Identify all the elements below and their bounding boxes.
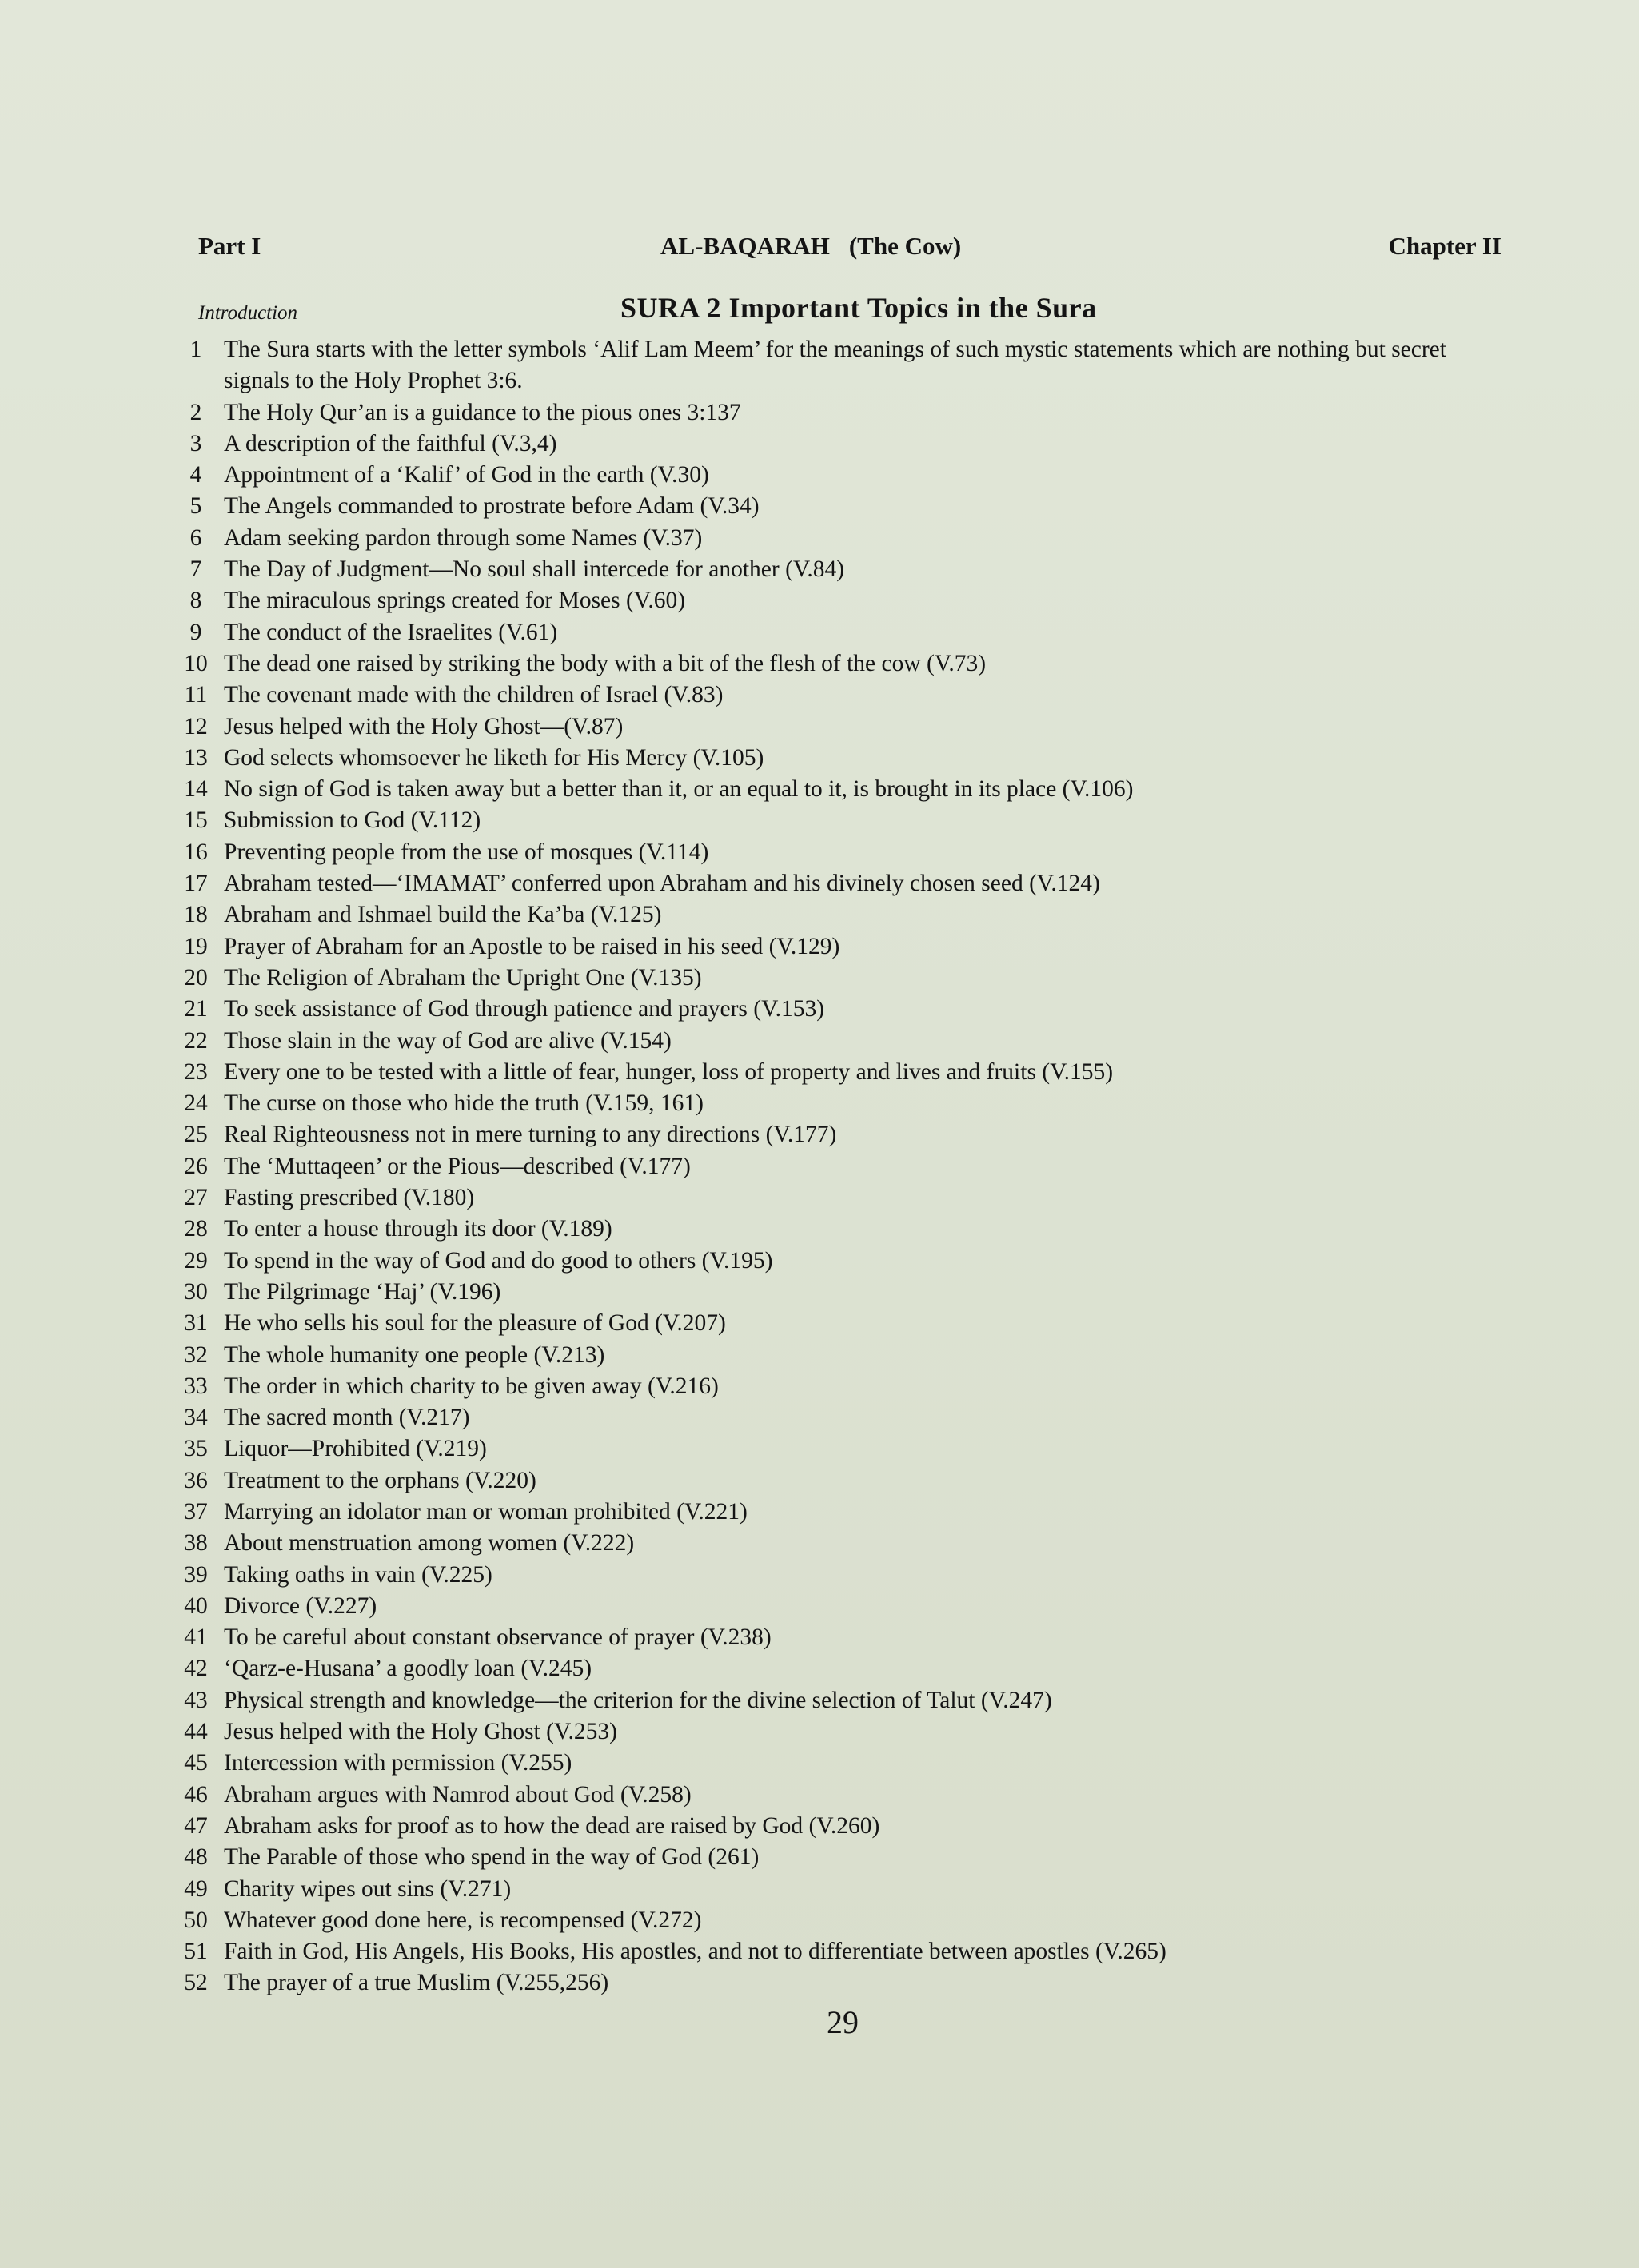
topic-number: 21 xyxy=(184,996,208,1022)
topic-item xyxy=(168,1214,1511,1245)
topic-number: 48 xyxy=(184,1844,208,1871)
topic-item xyxy=(168,1119,1511,1150)
topic-text: Submission to God (V.112) xyxy=(224,807,481,834)
topic-number: 11 xyxy=(184,682,208,708)
topic-item xyxy=(168,1277,1511,1308)
topic-number: 9 xyxy=(189,619,202,645)
topic-item xyxy=(168,460,1511,491)
topic-number: 37 xyxy=(184,1498,208,1525)
topic-number: 13 xyxy=(184,744,208,771)
topic-text: No sign of God is taken away but a better than it, or an equal to it, is brought in its place (V.106) xyxy=(224,776,1134,803)
topic-item xyxy=(168,1151,1511,1182)
topic-text: Appointment of a ‘Kalif’ of God in the earth (V.30) xyxy=(224,462,709,488)
topic-number: 51 xyxy=(184,1939,208,1965)
topic-number: 33 xyxy=(184,1373,208,1399)
topic-text: The sacred month (V.217) xyxy=(224,1405,470,1431)
topic-item xyxy=(168,837,1511,868)
topic-item xyxy=(168,1402,1511,1433)
topic-item xyxy=(168,931,1511,963)
topic-item xyxy=(168,1653,1511,1684)
topic-number: 39 xyxy=(184,1561,208,1588)
topic-item xyxy=(168,1560,1511,1591)
topic-number: 14 xyxy=(184,776,208,803)
topic-number: 27 xyxy=(184,1185,208,1211)
topic-item xyxy=(168,1874,1511,1905)
topic-item xyxy=(168,1528,1511,1559)
topic-text: The Pilgrimage ‘Haj’ (V.196) xyxy=(224,1278,501,1305)
topic-item xyxy=(168,554,1511,585)
topic-text: The Holy Qur’an is a guidance to the pious ones 3:137 xyxy=(224,399,741,425)
topic-text: The ‘Muttaqeen’ or the Pious—described (V.177) xyxy=(224,1153,691,1179)
topic-item xyxy=(168,1246,1511,1277)
topic-text: God selects whomsoever he liketh for His Mercy (V.105) xyxy=(224,744,764,771)
topic-number: 35 xyxy=(184,1436,208,1462)
topic-text: To seek assistance of God through patience and prayers (V.153) xyxy=(224,996,825,1022)
topic-text: The prayer of a true Muslim (V.255,256) xyxy=(224,1970,609,1996)
topic-number: 42 xyxy=(184,1656,208,1682)
topic-item xyxy=(168,1465,1511,1497)
topics-list xyxy=(168,334,1511,1999)
topic-number: 24 xyxy=(184,1090,208,1117)
topic-number: 43 xyxy=(184,1687,208,1713)
topic-text: The Parable of those who spend in the way of God (261) xyxy=(224,1844,760,1871)
topic-text: Liquor—Prohibited (V.219) xyxy=(224,1436,487,1462)
topic-number: 46 xyxy=(184,1781,208,1808)
topic-text: The Sura starts with the letter symbols ‘Alif Lam Meem’ for the meanings of such mystic statements which are nothing but secret signals to the Holy Prophet 3:6. xyxy=(224,337,1446,394)
topic-item xyxy=(168,743,1511,774)
topic-number: 32 xyxy=(184,1341,208,1368)
topic-number: 30 xyxy=(184,1278,208,1305)
topic-item xyxy=(168,1591,1511,1622)
topic-item xyxy=(168,585,1511,616)
topic-item xyxy=(168,491,1511,522)
topic-text: Real Righteousness not in mere turning to any directions (V.177) xyxy=(224,1122,837,1148)
introduction-label: Introduction xyxy=(198,302,298,324)
topic-item xyxy=(168,1716,1511,1748)
topic-number: 19 xyxy=(184,933,208,959)
header-title-group xyxy=(660,232,961,261)
topic-text: About menstruation among women (V.222) xyxy=(224,1530,635,1557)
topic-item xyxy=(168,868,1511,899)
topic-text: Taking oaths in vain (V.225) xyxy=(224,1561,492,1588)
topic-item xyxy=(168,1371,1511,1402)
topic-text: Treatment to the orphans (V.220) xyxy=(224,1467,536,1493)
topic-number: 26 xyxy=(184,1153,208,1179)
topic-text: Divorce (V.227) xyxy=(224,1592,377,1619)
topic-number: 17 xyxy=(184,871,208,897)
topic-item xyxy=(168,1622,1511,1653)
topic-item xyxy=(168,1497,1511,1528)
topic-text: To enter a house through its door (V.189) xyxy=(224,1216,612,1242)
topic-number: 52 xyxy=(184,1970,208,1996)
topic-item xyxy=(168,1685,1511,1716)
topic-text: The dead one raised by striking the body with a bit of the flesh of the cow (V.73) xyxy=(224,650,987,676)
topic-number: 38 xyxy=(184,1530,208,1557)
topic-text: ‘Qarz-e-Husana’ a goodly loan (V.245) xyxy=(224,1656,592,1682)
section-title-row xyxy=(198,291,1501,326)
topic-text: The Angels commanded to prostrate before Adam (V.34) xyxy=(224,493,760,520)
topic-item xyxy=(168,648,1511,680)
topic-number: 47 xyxy=(184,1812,208,1839)
topic-number: 40 xyxy=(184,1592,208,1619)
topic-number: 44 xyxy=(184,1719,208,1745)
topic-number: 50 xyxy=(184,1907,208,1933)
topic-text: Charity wipes out sins (V.271) xyxy=(224,1875,512,1902)
topic-number: 45 xyxy=(184,1750,208,1776)
topic-text: Abraham and Ishmael build the Ka’ba (V.125) xyxy=(224,902,662,928)
topic-number: 29 xyxy=(184,1247,208,1274)
page-number: 29 xyxy=(827,2004,859,2040)
topic-number: 22 xyxy=(184,1027,208,1054)
topic-item xyxy=(168,711,1511,743)
topic-item xyxy=(168,1182,1511,1214)
topic-item xyxy=(168,1842,1511,1873)
topic-text: The miraculous springs created for Moses (V.60) xyxy=(224,588,686,614)
topic-number: 36 xyxy=(184,1467,208,1493)
topic-item xyxy=(168,1340,1511,1371)
topic-number: 1 xyxy=(189,337,202,362)
topic-text: The covenant made with the children of Israel (V.83) xyxy=(224,682,724,708)
topic-text: The whole humanity one people (V.213) xyxy=(224,1341,605,1368)
topic-text: Every one to be tested with a little of fear, hunger, loss of property and lives and fruits (V.155) xyxy=(224,1058,1114,1085)
topic-number: 34 xyxy=(184,1405,208,1431)
topic-item xyxy=(168,1057,1511,1088)
topic-item xyxy=(168,1308,1511,1339)
topic-text: Abraham asks for proof as to how the dead are raised by God (V.260) xyxy=(224,1812,880,1839)
topic-text: Fasting prescribed (V.180) xyxy=(224,1185,475,1211)
topic-item xyxy=(168,1967,1511,1999)
topic-item xyxy=(168,1936,1511,1967)
topic-text: The order in which charity to be given away (V.216) xyxy=(224,1373,719,1399)
topic-number: 18 xyxy=(184,902,208,928)
topic-number: 8 xyxy=(189,588,202,614)
running-header xyxy=(198,232,1501,264)
topic-item xyxy=(168,523,1511,554)
sura-name: AL-BAQARAH xyxy=(660,232,830,260)
topic-text: Preventing people from the use of mosques (V.114) xyxy=(224,839,709,865)
topic-text: Adam seeking pardon through some Names (V.37) xyxy=(224,524,703,551)
topic-text: Whatever good done here, is recompensed (V.272) xyxy=(224,1907,702,1933)
topic-text: Abraham argues with Namrod about God (V.258) xyxy=(224,1781,692,1808)
topic-text: Intercession with permission (V.255) xyxy=(224,1750,572,1776)
topic-text: Abraham tested—‘IMAMAT’ conferred upon Abraham and his divinely chosen seed (V.124) xyxy=(224,871,1100,897)
topic-item xyxy=(168,1026,1511,1057)
topic-item xyxy=(168,680,1511,711)
topic-number: 16 xyxy=(184,839,208,865)
topic-item xyxy=(168,1780,1511,1811)
topic-item xyxy=(168,805,1511,836)
topic-number: 3 xyxy=(189,430,202,456)
topic-number: 6 xyxy=(189,524,202,551)
topic-item xyxy=(168,1905,1511,1936)
topic-number: 23 xyxy=(184,1058,208,1085)
topic-text: To be careful about constant observance of prayer (V.238) xyxy=(224,1624,772,1651)
topic-item xyxy=(168,774,1511,805)
page-title: SURA 2 Important Topics in the Sura xyxy=(620,292,1097,324)
topic-number: 28 xyxy=(184,1216,208,1242)
topic-number: 12 xyxy=(184,713,208,739)
topic-text: Physical strength and knowledge—the criterion for the divine selection of Talut (V.247) xyxy=(224,1687,1052,1713)
topic-item xyxy=(168,1433,1511,1465)
part-label: Part I xyxy=(198,232,261,260)
topic-text: Prayer of Abraham for an Apostle to be raised in his seed (V.129) xyxy=(224,933,840,959)
topic-number: 15 xyxy=(184,807,208,834)
topic-text: The Day of Judgment—No soul shall intercede for another (V.84) xyxy=(224,556,845,583)
topic-number: 2 xyxy=(189,399,202,425)
topic-number: 31 xyxy=(184,1310,208,1337)
topic-text: To spend in the way of God and do good to others (V.195) xyxy=(224,1247,773,1274)
topic-item xyxy=(168,617,1511,648)
topic-text: Jesus helped with the Holy Ghost (V.253) xyxy=(224,1719,617,1745)
topic-text: Those slain in the way of God are alive (V.154) xyxy=(224,1027,672,1054)
topic-text: The Religion of Abraham the Upright One (V.135) xyxy=(224,964,702,991)
topic-number: 5 xyxy=(189,493,202,520)
topic-item xyxy=(168,334,1511,397)
topic-item xyxy=(168,1811,1511,1842)
topic-number: 4 xyxy=(189,462,202,488)
topic-text: The conduct of the Israelites (V.61) xyxy=(224,619,558,645)
topic-item xyxy=(168,1748,1511,1779)
topic-item xyxy=(168,899,1511,931)
topic-text: He who sells his soul for the pleasure of God (V.207) xyxy=(224,1310,726,1337)
sura-name-translation: (The Cow) xyxy=(848,232,962,260)
topic-number: 7 xyxy=(189,556,202,583)
topic-number: 10 xyxy=(184,650,208,676)
topic-number: 25 xyxy=(184,1122,208,1148)
topic-item xyxy=(168,994,1511,1025)
topic-number: 41 xyxy=(184,1624,208,1651)
topic-text: Jesus helped with the Holy Ghost—(V.87) xyxy=(224,713,624,739)
topic-item xyxy=(168,1088,1511,1119)
topic-item xyxy=(168,397,1511,428)
topic-item xyxy=(168,963,1511,994)
topic-number: 49 xyxy=(184,1875,208,1902)
chapter-label: Chapter II xyxy=(1388,232,1501,260)
topic-number: 20 xyxy=(184,964,208,991)
topic-text: A description of the faithful (V.3,4) xyxy=(224,430,557,456)
topic-text: Marrying an idolator man or woman prohibited (V.221) xyxy=(224,1498,748,1525)
topic-text: Faith in God, His Angels, His Books, His apostles, and not to differentiate between apostles (V.265) xyxy=(224,1939,1166,1965)
topic-item xyxy=(168,428,1511,460)
topic-text: The curse on those who hide the truth (V.159, 161) xyxy=(224,1090,704,1117)
